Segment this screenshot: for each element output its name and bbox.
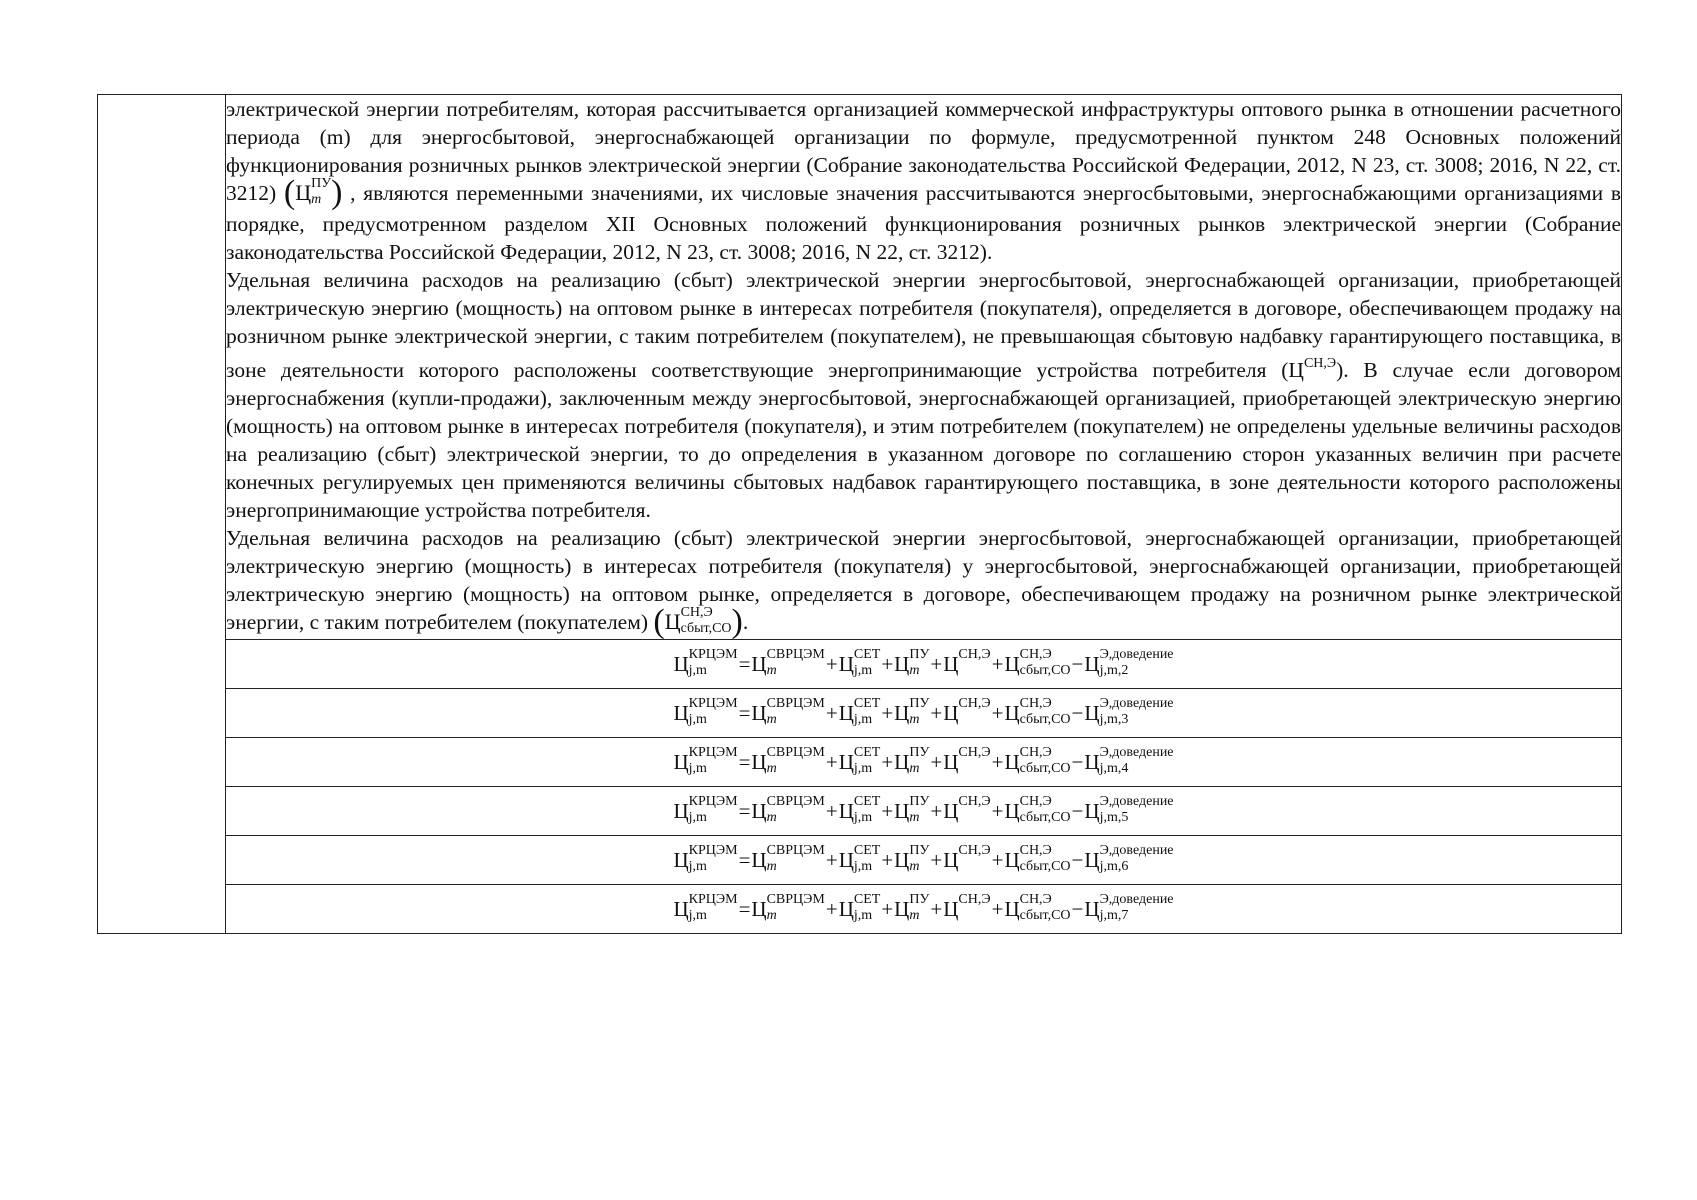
formula: [673, 696, 1174, 730]
index-group: Э,доведение j,m,2: [1099, 647, 1174, 679]
formula: [673, 843, 1174, 877]
operator: +: [881, 798, 894, 823]
formula: [673, 647, 1174, 681]
operator: +: [991, 847, 1004, 872]
index-group: ПУ m: [909, 696, 930, 728]
index-group: СВРЦЭМ m: [766, 843, 825, 875]
index-group: СН,Э: [958, 794, 991, 810]
formula-row: [98, 787, 1622, 836]
index-group: Э,доведение j,m,3: [1099, 696, 1174, 728]
price-symbol: Ц: [751, 700, 767, 725]
operator: =: [738, 651, 751, 676]
price-symbol: Ц: [673, 896, 689, 921]
price-symbol: Ц: [943, 798, 959, 823]
price-symbol: Ц: [894, 847, 910, 872]
price-symbol: Ц: [838, 896, 854, 921]
price-symbol: Ц: [838, 847, 854, 872]
price-symbol: Ц: [894, 896, 910, 921]
operator: =: [738, 798, 751, 823]
operator: +: [825, 700, 838, 725]
index-group: СН,Э сбыт,СО: [1019, 843, 1071, 875]
index-group: КРЦЭМ j,m: [688, 745, 738, 777]
index-group: СВРЦЭМ m: [766, 745, 825, 777]
index-group: КРЦЭМ j,m: [688, 843, 738, 875]
price-symbol: Ц: [838, 651, 854, 676]
index-group: СВРЦЭМ m: [766, 696, 825, 728]
operator: −: [1071, 798, 1084, 823]
formula: [673, 745, 1174, 779]
index-group: СВРЦЭМ m: [766, 794, 825, 826]
text-cell: [226, 95, 1622, 640]
index-group: СН,Э: [958, 745, 991, 761]
index-group: Э,доведение j,m,5: [1099, 794, 1174, 826]
price-symbol: Ц: [894, 700, 910, 725]
paragraph-3-text-a: Удельная величина расходов на реализацию (сбыт) электрической энергии энергосбытовой, энергоснабжающей организации, приобретающей электрическую энергию (мощность) в интересах потребителя (покупателя) у энергосбытовой, энергоснабжающей организации, приобретающей электрическую энергию (мощность) на оптовом рынке, определяется в договоре, обеспечивающем продажу на розничном рынке электрической энергии, с таким потребителем (покупателем): [226, 526, 1621, 635]
price-sn-e-symbol: $Ц^{СН,Э}$: [1288, 356, 1337, 383]
index-group: Э,доведение j,m,6: [1099, 843, 1174, 875]
operator: +: [930, 798, 943, 823]
index-group: СЕТ j,m: [853, 647, 881, 679]
operator: +: [825, 896, 838, 921]
index-group: СЕТ j,m: [853, 843, 881, 875]
operator: +: [991, 651, 1004, 676]
formula-cell: [226, 836, 1622, 885]
operator: +: [930, 700, 943, 725]
document-table: [97, 94, 1622, 934]
price-symbol: Ц: [751, 896, 767, 921]
formula-row: [98, 836, 1622, 885]
operator: =: [738, 700, 751, 725]
operator: +: [825, 798, 838, 823]
index-group: КРЦЭМ j,m: [688, 696, 738, 728]
paragraph-2-text-a: Удельная величина расходов на реализацию (сбыт) электрической энергии энергосбытовой, энергоснабжающей организации, приобретающей электрическую энергию (мощность) на оптовом рынке в интересах потребителя (покупателя), определяется в договоре, обеспечивающем продажу на розничном рынке электрической энергии, с таким потребителем (покупателем), не превышающая сбытовую надбавку гарантирующего поставщика, в зоне деятельности которого расположены соответствующие энергопринимающие устройства потребителя (: [226, 268, 1621, 383]
formula: [673, 794, 1174, 828]
index-group: СЕТ j,m: [853, 892, 881, 924]
price-symbol: Ц: [1004, 847, 1020, 872]
operator: +: [881, 651, 894, 676]
index-group: СВРЦЭМ m: [766, 892, 825, 924]
index-group: СЕТ j,m: [853, 745, 881, 777]
index-group: СВРЦЭМ m: [766, 647, 825, 679]
price-symbol: Ц: [1004, 651, 1020, 676]
price-symbol: Ц: [894, 651, 910, 676]
left-empty-cell: [98, 95, 226, 934]
index-group: СН,Э сбыт,СО: [1019, 745, 1071, 777]
operator: +: [991, 896, 1004, 921]
price-symbol: Ц: [1084, 700, 1100, 725]
price-symbol: Ц: [894, 798, 910, 823]
operator: +: [825, 749, 838, 774]
price-symbol: Ц: [943, 749, 959, 774]
price-symbol: Ц: [751, 847, 767, 872]
index-group: СН,Э: [958, 843, 991, 859]
formula-cell: [226, 885, 1622, 934]
price-symbol: Ц: [1084, 798, 1100, 823]
index-group: КРЦЭМ j,m: [688, 647, 738, 679]
operator: +: [881, 847, 894, 872]
index-group: КРЦЭМ j,m: [688, 892, 738, 924]
price-symbol: Ц: [1004, 798, 1020, 823]
index-group: ПУ m: [909, 745, 930, 777]
price-sn-e-sbyt-so-symbol: (Ц СН,Э сбыт,СО ): [653, 603, 743, 641]
formula-row: [98, 640, 1622, 689]
index-group: СН,Э сбыт,СО: [1019, 647, 1071, 679]
price-symbol: Ц: [1004, 896, 1020, 921]
formula-cell: [226, 689, 1622, 738]
index-group: Э,доведение j,m,7: [1099, 892, 1174, 924]
text-row: [98, 95, 1622, 640]
formula-cell: [226, 640, 1622, 689]
formula-cell: [226, 787, 1622, 836]
operator: =: [738, 896, 751, 921]
paragraph-3: Удельная величина расходов на реализацию (сбыт) электрической энергии энергосбытовой, энергоснабжающей организации, приобретающей электрическую энергию (мощность) в интересах потребителя (покупателя) у энергосбытовой, энергоснабжающей организации, приобретающей электрическую энергию (мощность) на оптовом рынке, определяется в договоре, обеспечивающем продажу на розничном рынке электрической энергии, с таким потребителем (покупателем) (Ц СН,Э сбыт,СО ).: [226, 526, 1621, 641]
paragraph-2: [226, 266, 1621, 524]
formula-row: [98, 885, 1622, 934]
price-symbol: Ц: [673, 749, 689, 774]
price-symbol: Ц: [943, 700, 959, 725]
index-group: СН,Э: [958, 647, 991, 663]
index-group: ПУ m: [909, 794, 930, 826]
operator: −: [1071, 749, 1084, 774]
operator: −: [1071, 847, 1084, 872]
paragraph-1: [226, 95, 1621, 266]
price-symbol: Ц: [1084, 896, 1100, 921]
price-symbol: Ц: [943, 651, 959, 676]
price-symbol: Ц: [1004, 749, 1020, 774]
index-group: СЕТ j,m: [853, 696, 881, 728]
index-group: СН,Э сбыт,СО: [1019, 794, 1071, 826]
index-group: ПУ m: [909, 843, 930, 875]
price-symbol: Ц: [1084, 749, 1100, 774]
operator: +: [991, 700, 1004, 725]
operator: +: [930, 651, 943, 676]
operator: +: [930, 847, 943, 872]
price-symbol: Ц: [751, 749, 767, 774]
index-group: ПУ m: [909, 892, 930, 924]
price-symbol: Ц: [894, 749, 910, 774]
operator: +: [881, 896, 894, 921]
operator: +: [991, 798, 1004, 823]
price-symbol: Ц: [1084, 847, 1100, 872]
formula: [673, 892, 1174, 926]
price-symbol: Ц: [751, 798, 767, 823]
price-symbol: Ц: [673, 847, 689, 872]
price-symbol: Ц: [673, 700, 689, 725]
operator: +: [991, 749, 1004, 774]
paragraph-1-text-b: , являются переменными значениями, их числовые значения рассчитываются энергосбытовыми, энергоснабжающими организациями в порядке, предусмотренном разделом XII Основных положений функционирования розничных рынков электрической энергии (Собрание законодательства Российской Федерации, 2012, N 23, ст. 3008; 2016, N 22, ст. 3212).: [226, 181, 1622, 265]
index-group: ПУ m: [909, 647, 930, 679]
operator: +: [825, 651, 838, 676]
operator: +: [930, 896, 943, 921]
operator: =: [738, 749, 751, 774]
price-symbol: Ц: [838, 700, 854, 725]
price-symbol: Ц: [943, 847, 959, 872]
price-symbol: Ц: [1004, 700, 1020, 725]
operator: +: [881, 700, 894, 725]
paragraph-1-text-a: электрической энергии потребителям, которая рассчитывается организацией коммерческой инфраструктуры оптового рынка в отношении расчетного периода (m) для энергосбытовой, энергоснабжающей организации по формуле, предусмотренной пунктом 248 Основных положений функционирования розничных рынков электрической энергии (Собрание законодательства Российской Федерации, 2012, N 23, ст. 3008; 2016, N 22, ст. 3212): [226, 97, 1621, 205]
index-group: СН,Э сбыт,СО: [1019, 696, 1071, 728]
operator: +: [881, 749, 894, 774]
price-symbol: Ц: [751, 651, 767, 676]
price-symbol: Ц: [673, 798, 689, 823]
index-group: Э,доведение j,m,4: [1099, 745, 1174, 777]
price-symbol: Ц: [838, 749, 854, 774]
price-symbol: Ц: [1084, 651, 1100, 676]
operator: −: [1071, 651, 1084, 676]
operator: +: [825, 847, 838, 872]
index-group: СН,Э: [958, 696, 991, 712]
price-pu-symbol: (Ц ПУ m ): [283, 174, 343, 211]
index-group: СЕТ j,m: [853, 794, 881, 826]
formula-cell: [226, 738, 1622, 787]
index-group: СН,Э сбыт,СО: [1019, 892, 1071, 924]
operator: −: [1071, 896, 1084, 921]
price-symbol: Ц: [943, 896, 959, 921]
formula-row: [98, 689, 1622, 738]
paragraph-2-text-b: ). В случае если договором энергоснабжения (купли-продажи), заключенным между энергосбытовой, энергоснабжающей организацией, приобретающей электрическую энергию (мощность) на оптовом рынке в интересах потребителя (покупателя), и этим потребителем (покупателем) не определены удельные величины расходов на реализацию (сбыт) электрической энергии, то до определения в указанном договоре по соглашению сторон указанных величин при расчете конечных регулируемых цен применяются величины сбытовых надбавок гарантирующего поставщика, в зоне деятельности которого расположены энергопринимающие устройства потребителя.: [226, 358, 1622, 523]
operator: =: [738, 847, 751, 872]
formula-row: [98, 738, 1622, 787]
operator: −: [1071, 700, 1084, 725]
index-group: СН,Э: [958, 892, 991, 908]
operator: +: [930, 749, 943, 774]
index-group: КРЦЭМ j,m: [688, 794, 738, 826]
price-symbol: Ц: [838, 798, 854, 823]
price-symbol: Ц: [673, 651, 689, 676]
